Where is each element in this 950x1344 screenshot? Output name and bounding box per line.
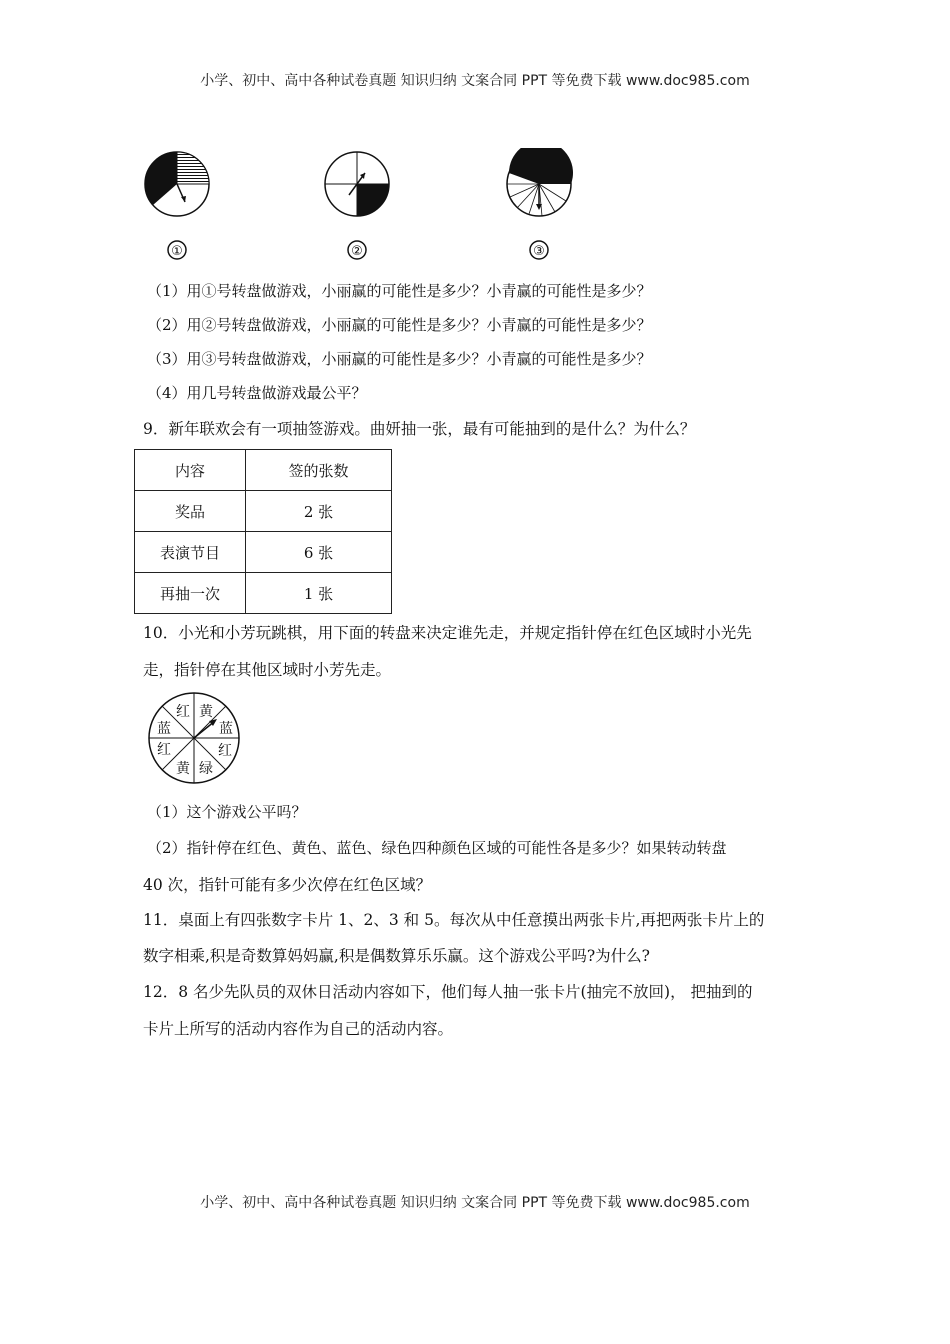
wheel-segment-label: 蓝 <box>219 721 233 737</box>
table-cell: 6 张 <box>246 532 392 573</box>
page-footer: 小学、初中、高中各种试卷真题 知识归纳 文案合同 PPT 等免费下载 www.doc985.com <box>200 1195 750 1211</box>
q8-part-2: （2）用②号转盘做游戏，小丽赢的可能性是多少？小青赢的可能性是多少？ <box>147 316 652 334</box>
q10-part-1: （1）这个游戏公平吗？ <box>147 803 307 821</box>
table-header-cell: 内容 <box>135 450 246 491</box>
table-cell: 再抽一次 <box>135 573 246 614</box>
wheel-segment-label: 红 <box>218 743 232 759</box>
spinner-3-label: ③ <box>533 244 545 259</box>
spinner-1-label: ① <box>171 244 183 259</box>
spinner-3-figure <box>502 148 577 263</box>
spinner-1-figure <box>140 148 215 263</box>
q10-text-line-1: 10．小光和小芳玩跳棋，用下面的转盘来决定谁先走，并规定指针停在红色区域时小光先 <box>143 624 752 642</box>
q8-spinners <box>140 148 600 273</box>
q8-part-1: （1）用①号转盘做游戏，小丽赢的可能性是多少？小青赢的可能性是多少？ <box>147 282 652 300</box>
q12-text-line-2: 卡片上所写的活动内容作为自己的活动内容。 <box>143 1020 454 1038</box>
wheel-segment-label: 黄 <box>199 704 213 720</box>
table-header-cell: 签的张数 <box>246 450 392 491</box>
table-cell: 2 张 <box>246 491 392 532</box>
table-cell: 1 张 <box>246 573 392 614</box>
table-cell: 表演节目 <box>135 532 246 573</box>
q8-part-4: （4）用几号转盘做游戏最公平？ <box>147 384 367 402</box>
spinner-2-label: ② <box>351 244 363 259</box>
wheel-segment-label: 黄 <box>176 761 190 777</box>
q12-text-line-1: 12．8 名少先队员的双休日活动内容如下，他们每人抽一张卡片(抽完不放回)， 把抽到的 <box>143 983 753 1001</box>
table-cell: 奖品 <box>135 491 246 532</box>
wheel-segment-label: 绿 <box>199 761 213 777</box>
spinner-2-figure <box>320 148 395 263</box>
q10-part-2: （2）指针停在红色、黄色、蓝色、绿色四种颜色区域的可能性各是多少？如果转动转盘 <box>147 839 727 857</box>
wheel-segment-label: 红 <box>157 742 171 758</box>
table-header-row <box>135 450 392 491</box>
q10-text-line-2: 走，指针停在其他区域时小芳先走。 <box>143 661 392 679</box>
q9-table <box>134 449 392 614</box>
q10-color-wheel <box>147 692 243 786</box>
table-row <box>135 491 392 532</box>
wheel-segment-label: 蓝 <box>157 721 171 737</box>
page-header: 小学、初中、高中各种试卷真题 知识归纳 文案合同 PPT 等免费下载 www.doc985.com <box>200 73 750 89</box>
q9-text: 9．新年联欢会有一项抽签游戏。曲妍抽一张，最有可能抽到的是什么？为什么？ <box>143 420 696 438</box>
q11-text-line-2: 数字相乘,积是奇数算妈妈赢,积是偶数算乐乐赢。这个游戏公平吗?为什么? <box>143 947 650 965</box>
wheel-segment-label: 红 <box>176 704 190 720</box>
table-row <box>135 573 392 614</box>
q11-text-line-1: 11．桌面上有四张数字卡片 1、2、3 和 5。每次从中任意摸出两张卡片,再把两张卡片上的 <box>143 911 765 929</box>
table-row <box>135 532 392 573</box>
q8-part-3: （3）用③号转盘做游戏，小丽赢的可能性是多少？小青赢的可能性是多少？ <box>147 350 652 368</box>
q10-part-2-cont: 40 次，指针可能有多少次停在红色区域？ <box>143 876 432 894</box>
